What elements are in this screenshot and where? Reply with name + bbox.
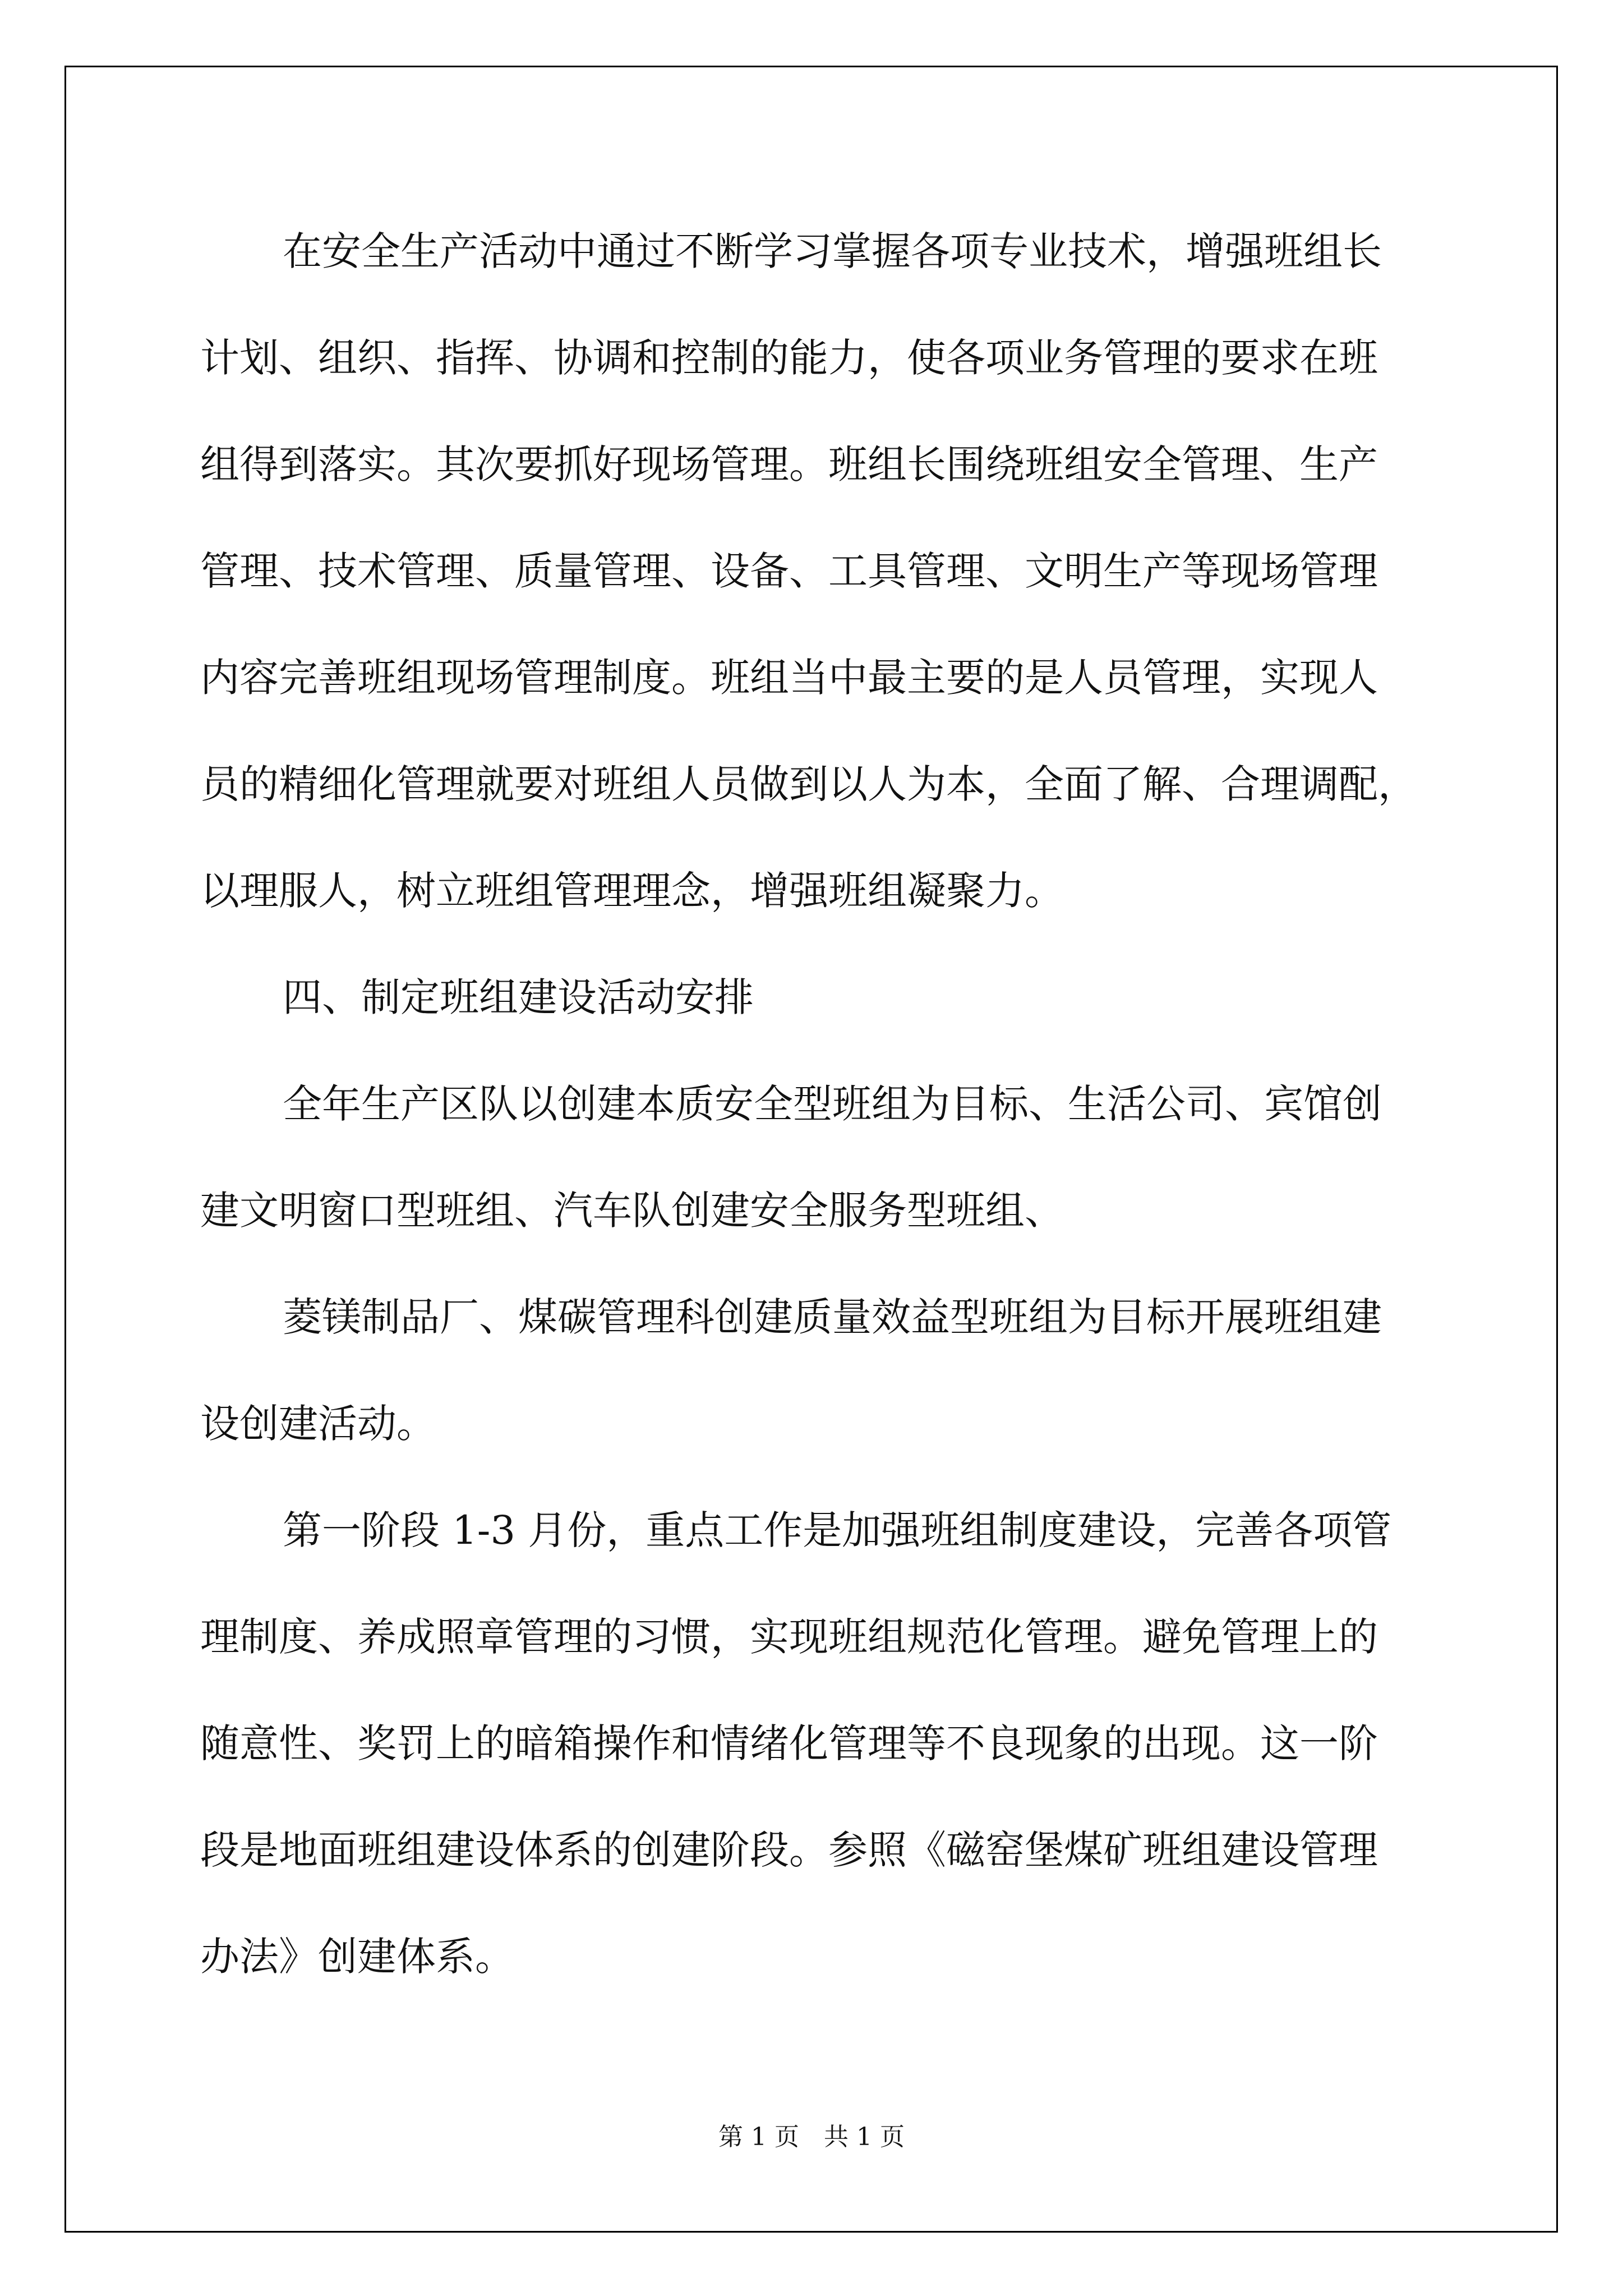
paragraph-line: 员的精细化管理就要对班组人员做到以人为本，全面了解、合理调配， bbox=[200, 761, 1417, 807]
paragraph-line: 计划、组织、指挥、协调和控制的能力，使各项业务管理的要求在班 bbox=[200, 335, 1378, 381]
paragraph-line: 菱镁制品厂、煤碳管理科创建质量效益型班组为目标开展班组建 bbox=[283, 1294, 1382, 1340]
paragraph-line: 随意性、奖罚上的暗箱操作和情绪化管理等不良现象的出现。这一阶 bbox=[200, 1720, 1378, 1766]
paragraph-line: 办法》创建体系。 bbox=[200, 1934, 514, 1980]
paragraph-line: 管理、技术管理、质量管理、设备、工具管理、文明生产等现场管理 bbox=[200, 548, 1378, 594]
page-border bbox=[64, 66, 1558, 2233]
paragraph-line: 全年生产区队以创建本质安全型班组为目标、生活公司、宾馆创 bbox=[283, 1081, 1382, 1127]
paragraph-line: 内容完善班组现场管理制度。班组当中最主要的是人员管理，实现人 bbox=[200, 655, 1378, 701]
paragraph-line: 建文明窗口型班组、汽车队创建安全服务型班组、 bbox=[200, 1188, 1064, 1234]
paragraph-line: 段是地面班组建设体系的创建阶段。参照《磁窑堡煤矿班组建设管理 bbox=[200, 1827, 1378, 1873]
paragraph-line: 理制度、养成照章管理的习惯，实现班组规范化管理。避免管理上的 bbox=[200, 1614, 1378, 1660]
paragraph-line: 在安全生产活动中通过不断学习掌握各项专业技术，增强班组长 bbox=[283, 228, 1382, 274]
paragraph-line: 以理服人，树立班组管理理念，增强班组凝聚力。 bbox=[200, 868, 1064, 914]
page-number-footer: 第 1 页 共 1 页 bbox=[718, 2123, 905, 2151]
section-heading: 四、制定班组建设活动安排 bbox=[283, 974, 754, 1020]
paragraph-line: 第一阶段 1-3 月份，重点工作是加强班组制度建设，完善各项管 bbox=[283, 1507, 1392, 1553]
paragraph-line: 设创建活动。 bbox=[200, 1401, 436, 1447]
paragraph-line: 组得到落实。其次要抓好现场管理。班组长围绕班组安全管理、生产 bbox=[200, 441, 1378, 487]
